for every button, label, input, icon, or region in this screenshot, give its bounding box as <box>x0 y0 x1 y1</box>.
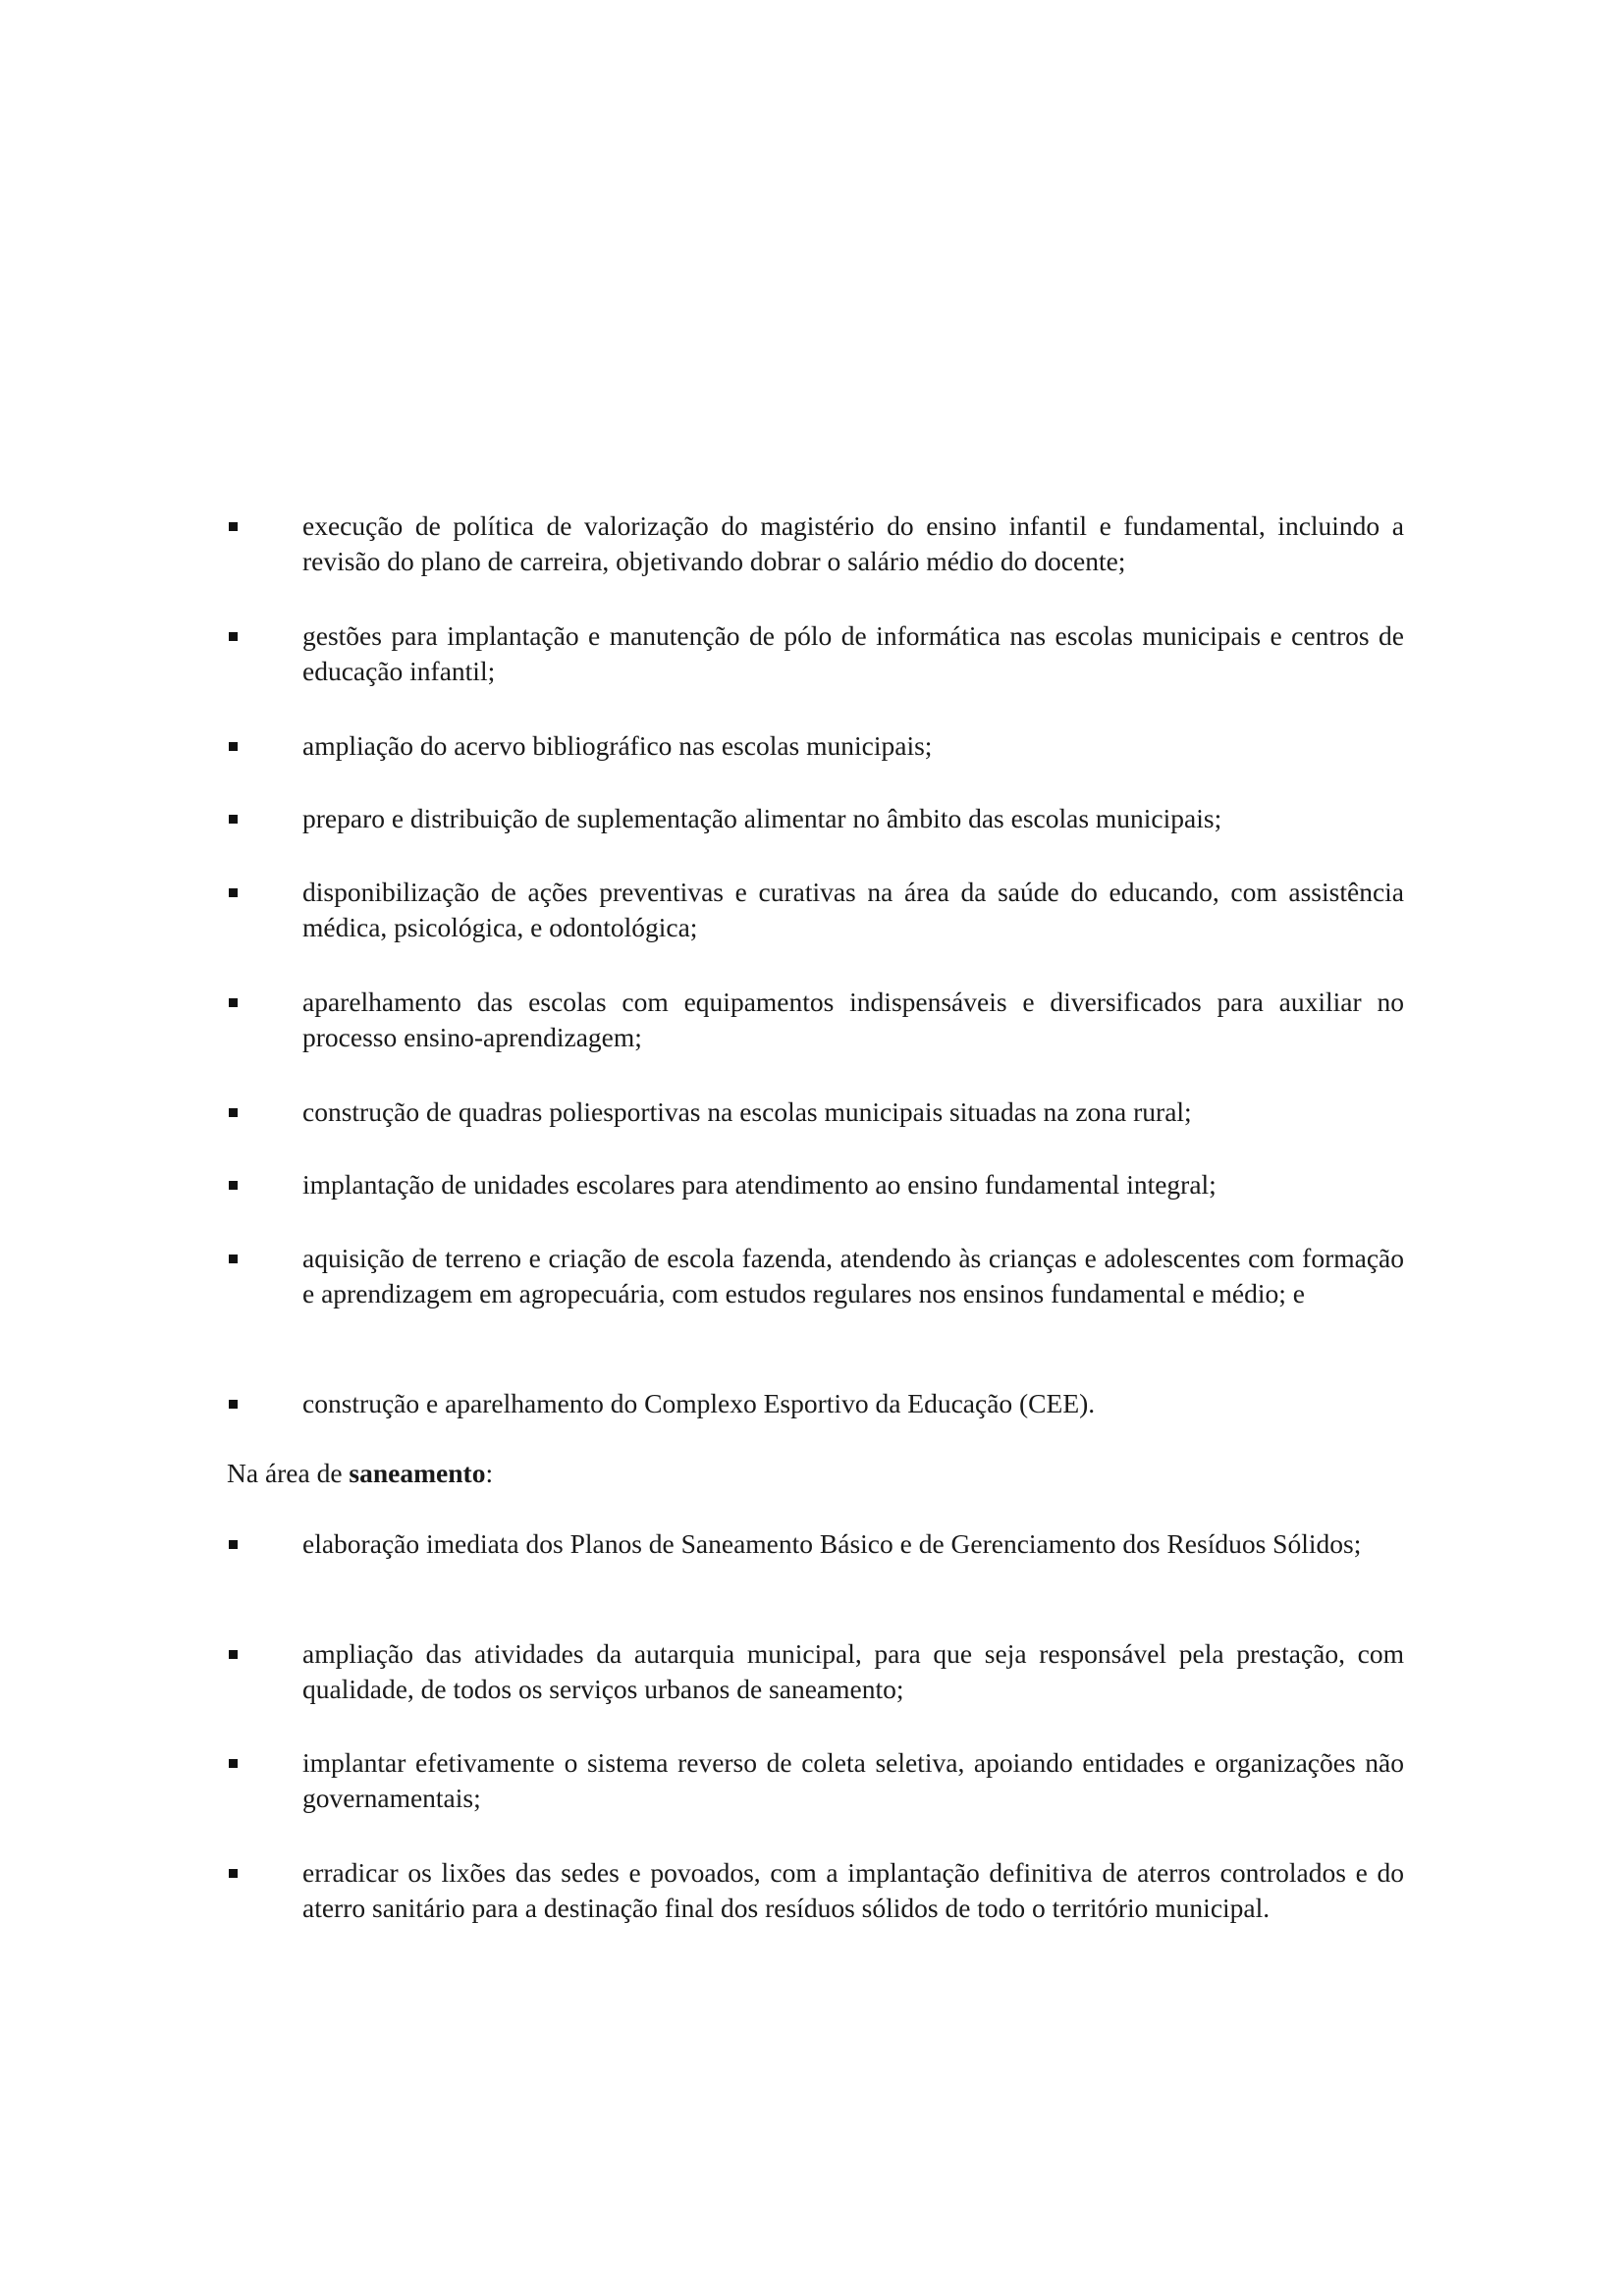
list-item-text: ampliação das atividades da autarquia municipal, para que seja responsável pela prestação, com qualidade, de todos os serviços urbanos de saneamento; <box>302 1638 1404 1704</box>
square-bullet-icon <box>229 815 238 824</box>
list-item-text: aquisição de terreno e criação de escola fazenda, atendendo às crianças e adolescentes com formação e aprendizagem em agropecuária, com estudos regulares nos ensinos fundamental e médio; e <box>302 1243 1404 1308</box>
list-item-text: construção de quadras poliesportivas na escolas municipais situadas na zona rural; <box>302 1096 1192 1127</box>
list-item-text: disponibilização de ações preventivas e curativas na área da saúde do educando, com assistência médica, psicológica, e odontológica; <box>302 877 1404 942</box>
square-bullet-icon <box>229 998 238 1007</box>
square-bullet-icon <box>229 1108 238 1117</box>
square-bullet-icon <box>229 1540 238 1549</box>
square-bullet-icon <box>229 522 238 531</box>
square-bullet-icon <box>229 1759 238 1768</box>
section-heading-saneamento <box>227 1456 1405 1491</box>
square-bullet-icon <box>229 1255 238 1263</box>
list-item-text: aparelhamento das escolas com equipamentos indispensáveis e diversificados para auxiliar no processo ensino-aprendizagem; <box>302 987 1404 1052</box>
square-bullet-icon <box>229 742 238 751</box>
square-bullet-icon <box>229 1400 238 1409</box>
list-item-text: construção e aparelhamento do Complexo Esportivo da Educação (CEE). <box>302 1388 1096 1418</box>
square-bullet-icon <box>229 1869 238 1878</box>
square-bullet-icon <box>229 632 238 641</box>
list-item-text: execução de política de valorização do magistério do ensino infantil e fundamental, incluindo a revisão do plano de carreira, objetivando dobrar o salário médio do docente; <box>302 510 1404 576</box>
list-item-text: gestões para implantação e manutenção de pólo de informática nas escolas municipais e centros de educação infantil; <box>302 620 1404 686</box>
list-item-text: erradicar os lixões das sedes e povoados, com a implantação definitiva de aterros controlados e do aterro sanitário para a destinação final dos resíduos sólidos de todo o território municipal. <box>302 1857 1404 1923</box>
list-item-text: preparo e distribuição de suplementação alimentar no âmbito das escolas municipais; <box>302 803 1222 833</box>
section-suffix: : <box>485 1458 494 1488</box>
square-bullet-icon <box>229 1181 238 1190</box>
section-keyword: saneamento <box>349 1458 486 1488</box>
section-prefix: Na área de <box>227 1458 350 1488</box>
square-bullet-icon <box>229 888 238 897</box>
square-bullet-icon <box>229 1650 238 1659</box>
list-item-text: implantação de unidades escolares para atendimento ao ensino fundamental integral; <box>302 1169 1217 1200</box>
list-item-text: ampliação do acervo bibliográfico nas escolas municipais; <box>302 730 933 761</box>
list-item-text: implantar efetivamente o sistema reverso de coleta seletiva, apoiando entidades e organizações não governamentais; <box>302 1747 1404 1813</box>
list-item-text: elaboração imediata dos Planos de Saneamento Básico e de Gerenciamento dos Resíduos Sólidos; <box>302 1528 1362 1559</box>
